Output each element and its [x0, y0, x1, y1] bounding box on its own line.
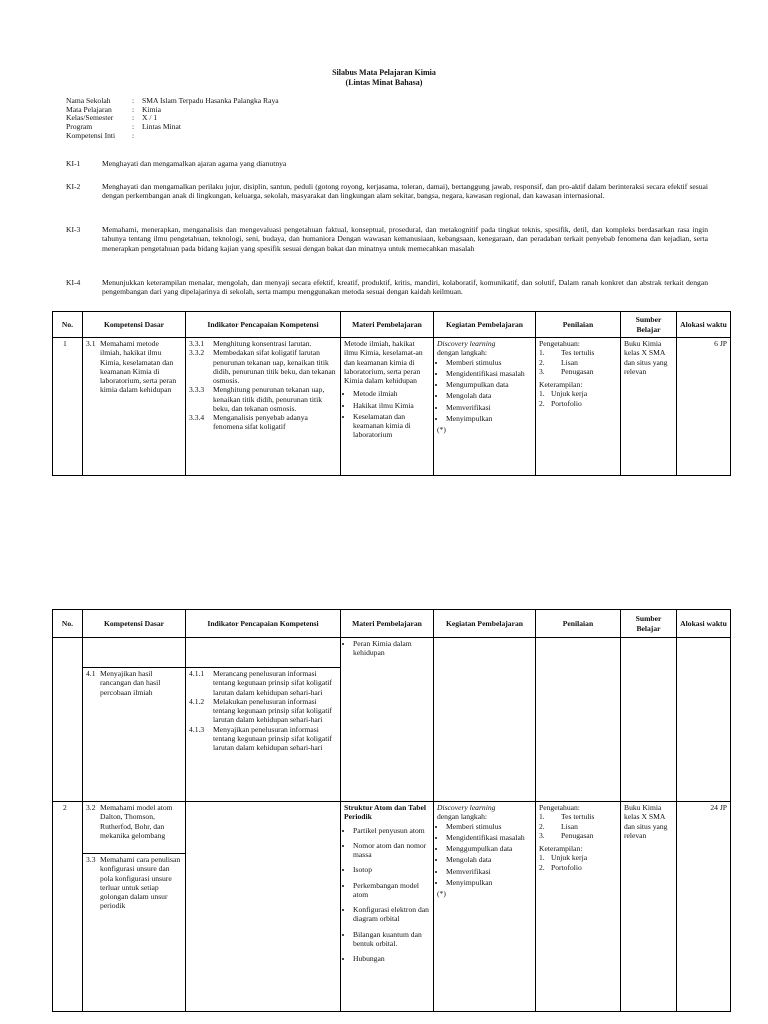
ki-3: KI-3 Memahami, menerapkan, menganalisis dan mengevaluasi pengetahuan faktual, konseptual, prosedural, dan metakognitif pada tingkat teknis, spesifik, detil, dan kompleks berdasarkan rasa ingin tahunya tentang ilmu pengetahuan, teknologi, seni, budaya, dan humaniora Dengan wawasan kemanusiaan, kebangsaan, kenegaraan, dan peradaban terkait penyebab fenomena dan kejadian, serta menerapkan pengetahuan pada bidang kajian yang spesifik sesuai dengan bakat dan minatnya untuk memecahkan masalah — [66, 225, 708, 253]
list-item: • Mengolah data — [446, 391, 532, 400]
meta-key: Kompetensi Inti — [66, 130, 116, 140]
meta-value: Kimia — [142, 104, 161, 114]
list-item: • Menyimpulkan — [446, 414, 532, 423]
header-ipk: Indikator Pencapaian Kompetensi — [186, 312, 341, 338]
list-item: • Perkembangan model atom — [353, 881, 430, 900]
header-no: No. — [53, 610, 83, 638]
cell-sumber: Buku Kimia kelas X SMA dan situs yang relevan — [621, 802, 677, 1012]
meta-row: Kompetensi Inti : — [66, 130, 135, 140]
list-item: • Partikel penyusun atom — [353, 826, 430, 835]
meta-value: SMA Islam Terpadu Hasanka Palangka Raya — [142, 96, 279, 105]
header-materi: Materi Pembelajaran — [341, 312, 434, 338]
table-row — [53, 338, 731, 476]
ki-4: KI-4 Menunjukkan keterampilan menalar, mengolah, dan menyaji secara efektif, kreatif, produktif, kritis, mandiri, kolaboratif, komunikatif, dan solutif, Dalam ranah konkret dan abstrak terkait dengan pengembangan dari yang dipelajarinya di sekolah, serta mampu menggunakan metoda sesuai dengan kaidah keilmuan. — [66, 278, 708, 297]
meta-key: Nama Sekolah — [66, 96, 111, 105]
cell-ipk — [186, 802, 341, 1012]
header-sumber: Sumber Belajar — [621, 610, 677, 638]
cell-alokasi: 24 JP — [677, 802, 731, 1012]
cell-kegiatan — [434, 638, 536, 802]
list-item: • Isotop — [353, 865, 430, 874]
list-item: • Konfigurasi elektron dan diagram orbital — [353, 905, 430, 924]
cell-no: 2 — [53, 802, 83, 1012]
meta-key: Kelas/Semester — [66, 113, 114, 123]
list-item: • Keselamatan dan keamanan kimia di laboratorium — [353, 412, 430, 440]
cell-penilaian: Pengetahuan: 1. Tes tertulis 2. Lisan 3. Penugasan Keterampilan: 1. Unjuk kerja 2. Portofolio — [536, 802, 621, 1012]
cell-penilaian: Pengetahuan: 1. Tes tertulis 2. Lisan 3. Penugasan Keterampilan: 1. Unjuk kerja 2. Portofolio — [536, 338, 621, 476]
table-header-row — [53, 312, 731, 338]
document-title — [0, 68, 768, 87]
meta-key: Program — [66, 122, 93, 132]
cell-penilaian — [536, 638, 621, 802]
ki-1: KI-1 Menghayati dan mengamalkan ajaran agama yang dianutnya — [66, 159, 287, 168]
cell-kegiatan: Discovery learning dengan langkah: • Memberi stimulus • Mengidentifikasi masalah • Mengumpulkan data • Mengolah data • Memverifikasi • Menyimpulkan (*) — [434, 338, 536, 476]
header-penilaian: Penilaian — [536, 610, 621, 638]
cell-alokasi — [677, 638, 731, 802]
cell-kd — [83, 638, 186, 668]
cell-no: 1 — [53, 338, 83, 476]
header-kegiatan: Kegiatan Pembelajaran — [434, 312, 536, 338]
list-item: • Hubungan — [353, 954, 430, 963]
ki-2: KI-2 Menghayati dan mengamalkan perilaku jujur, disiplin, santun, peduli (gotong royong, kerjasama, toleran, damai), bertanggung jawab, responsif, dan pro-aktif dalam berinteraksi secara efektif sesuai dengan perkembangan anak di lingkungan, keluarga, sekolah, masyarakat dan lingkungan alam sekitar, bangsa, negara, kawasan regional, dan kawasan internasional. — [66, 182, 708, 201]
cell-sumber: Buku Kimia kelas X SMA dan situs yang relevan — [621, 338, 677, 476]
syllabus-table-1 — [52, 311, 731, 476]
syllabus-table-2 — [52, 609, 731, 1012]
meta-row: Mata Pelajaran : Kimia — [66, 104, 161, 114]
cell-materi — [341, 638, 434, 802]
cell-materi: Metode ilmiah, hakikat ilmu Kimia, keselamat-an dan keamanan kimia di laboratorium, serta peran Kimia dalam kehidupan • Metode ilmiah • Hakikat ilmu Kimia • Keselamatan dan keamanan kimia di laboratorium — [341, 338, 434, 476]
list-item: • Memverifikasi — [446, 867, 532, 876]
cell-alokasi: 6 JP — [677, 338, 731, 476]
meta-key: Mata Pelajaran — [66, 104, 112, 114]
meta-row: Kelas/Semester : X / 1 — [66, 113, 158, 123]
meta-value: Lintas Minat — [142, 122, 182, 132]
meta-value: X / 1 — [142, 113, 158, 123]
header-kd: Kompetensi Dasar — [83, 610, 186, 638]
meta-row: Nama Sekolah : SMA Islam Terpadu Hasanka Palangka Raya — [66, 96, 279, 105]
identity-block — [66, 97, 279, 141]
list-item: • Hakikat ilmu Kimia — [353, 401, 430, 410]
list-item: • Memberi stimulus — [446, 822, 532, 831]
cell-ipk: 4.1.1 Merancang penelusuran informasi tentang kegunaan prinsip sifat koligatif larutan dalam kehidupan sehari-hari 4.1.2 Melakukan penelusuran informasi tentang kegunaan prinsip sifat koligatif larutan dalam kehidupan sehari-hari 4.1.3 Menyajikan penelusuran informasi tentang kegunaan prinsip sifat koligatif larutan dalam kehidupan sehari-hari — [186, 668, 341, 802]
table-header-row — [53, 610, 731, 638]
cell-no — [53, 638, 83, 802]
list-item: • Menggumpulkan data — [446, 844, 532, 853]
list-item: • Mengumpulkan data — [446, 380, 532, 389]
table-row — [53, 802, 731, 854]
cell-kegiatan: Discovery learning dengan langkah: • Memberi stimulus • Mengidentifikasi masalah • Menggumpulkan data • Mengolah data • Memverifikasi • Menyimpulkan (*) — [434, 802, 536, 1012]
header-kd: Kompetensi Dasar — [83, 312, 186, 338]
header-ipk: Indikator Pencapaian Kompetensi — [186, 610, 341, 638]
header-alokasi: Alokasi waktu — [677, 312, 731, 338]
list-item: • Peran Kimia dalam kehidupan — [353, 639, 430, 658]
header-kegiatan: Kegiatan Pembelajaran — [434, 610, 536, 638]
header-no: No. — [53, 312, 83, 338]
list-item: • Mengidentifikasi masalah — [446, 833, 532, 842]
list-item: • Memberi stimulus — [446, 358, 532, 367]
list-item: • Memverifikasi — [446, 403, 532, 412]
title-line-2: (Lintas Minat Bahasa) — [345, 77, 423, 87]
header-materi: Materi Pembelajaran — [341, 610, 434, 638]
list-item: • Mengolah data — [446, 855, 532, 864]
cell-ipk — [186, 638, 341, 668]
list-item: • Bilangan kuantum dan bentuk orbital. — [353, 930, 430, 949]
cell-ipk: 3.3.1 Menghitung konsentrasi larutan. 3.3.2 Membedakan sifat koligatif larutan penurunan tekanan uap, kenaikan titik didih, penurunan titik beku, dan tekanan osmosis. 3.3.3 Menghitung penurunan tekanan uap, kenaikan titik didih, penurunan titik beku, dan tekanan osmosis. 3.3.4 Menganalisis penyebab adanya fenomena sifat koligatif — [186, 338, 341, 476]
list-item: • Menyimpulkan — [446, 878, 532, 887]
cell-kd: 3.1 Memahami metode ilmiah, hakikat ilmu Kimia, keselamatan dan keamanan Kimia di laboratorium, serta peran kimia dalam kehidupan — [83, 338, 186, 476]
meta-row: Program : Lintas Minat — [66, 122, 182, 132]
header-alokasi: Alokasi waktu — [677, 610, 731, 638]
list-item: • Metode ilmiah — [353, 389, 430, 398]
header-penilaian: Penilaian — [536, 312, 621, 338]
list-item: • Mengidentifikasi masalah — [446, 369, 532, 378]
cell-kd: 3.2 Memahami model atom Dalton, Thomson, Rutherfod, Bohr, dan mekanika gelombang — [83, 802, 186, 854]
table-row — [53, 638, 731, 668]
list-item: • Nomor atom dan nomor massa — [353, 841, 430, 860]
title-line-1: Silabus Mata Pelajaran Kimia — [332, 68, 436, 77]
cell-kd: 4.1 Menyajikan hasil rancangan dan hasil percobaan ilmiah — [83, 668, 186, 802]
header-sumber: Sumber Belajar — [621, 312, 677, 338]
cell-kd: 3.3 Memahami cara penulisan konfigurasi unsure dan pola konfigurasi unsure terluar untuk setiap golongan dalam unsur periodik — [83, 854, 186, 1012]
cell-materi: Struktur Atom dan Tabel Periodik • Partikel penyusun atom • Nomor atom dan nomor massa • Isotop • Perkembangan model atom • Konfigurasi elektron dan diagram orbital • Bilangan kuantum dan bentuk orbital. • Hubungan — [341, 802, 434, 1012]
cell-sumber — [621, 638, 677, 802]
